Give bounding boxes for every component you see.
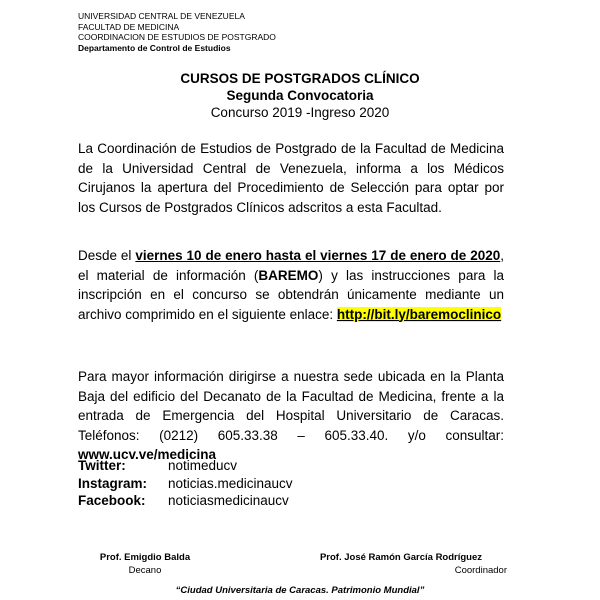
department-name: Departamento de Control de Estudios — [78, 42, 231, 53]
contact-value: noticias.medicinaucv — [168, 475, 293, 491]
title-contest: Concurso 2019 -Ingreso 2020 — [210, 105, 390, 120]
website-link[interactable]: www.ucv.ve/medicina — [78, 447, 217, 462]
dates-prefix: Desde el — [78, 248, 136, 263]
title-main: CURSOS DE POSTGRADOS CLÍNICO — [180, 71, 420, 86]
contact-value: notimeducv — [168, 458, 238, 473]
document-title — [0, 70, 600, 121]
contact-row-facebook — [78, 492, 293, 510]
signature-role: Decano — [128, 564, 162, 576]
paragraph-dates — [78, 246, 504, 324]
contact-label: Instagram: — [78, 475, 148, 491]
dates-mid: , el material de información ( — [78, 248, 504, 283]
coordination-name: COORDINACION DE ESTUDIOS DE POSTGRADO — [78, 32, 276, 42]
dates-range: viernes 10 de enero hasta el viernes 17 de enero de 2020 — [135, 248, 501, 263]
baremo-text: BAREMO — [258, 267, 319, 283]
contact-label: Twitter: — [78, 458, 126, 473]
contact-row-twitter — [78, 457, 293, 475]
signature-dean — [70, 552, 220, 577]
paragraph-intro: La Coordinación de Estudios de Postgrado de la Facultad de Medicina de la Universidad Central de Venezuela, informa a los Médicos Cirujanos la apertura del Procedimiento de Selección para optar por los Cursos de Postgrados Clínicos adscritos a esta Facultad. — [78, 141, 504, 215]
signature-name: Prof. José Ramón García Rodríguez — [319, 552, 483, 563]
signature-role: Coordinador — [454, 564, 507, 576]
contact-label: Facebook: — [78, 493, 146, 508]
baremo-link[interactable]: http://bit.ly/baremoclinico — [336, 306, 502, 322]
university-name: UNIVERSIDAD CENTRAL DE VENEZUELA — [78, 11, 245, 21]
contact-text: Para mayor información dirigirse a nuestra sede ubicada en la Planta Baja del edificio del Decanato de la Facultad de Medicina, frente a la entrada de Emergencia del Hospital Universitario de Caracas. Teléfonos: (0212) 605.33.38 – 605.33.40. y/o consultar: — [78, 369, 504, 443]
signature-name: Prof. Emigdio Balda — [99, 552, 191, 563]
letterhead — [78, 11, 276, 53]
faculty-name: FACULTAD DE MEDICINA — [78, 21, 180, 32]
paragraph-contact — [78, 367, 504, 465]
social-contacts — [78, 457, 293, 510]
contact-value: noticiasmedicinaucv — [168, 493, 289, 508]
contact-row-instagram — [78, 475, 293, 493]
signature-coordinator — [295, 552, 507, 577]
footer-motto: “Ciudad Universitaria de Caracas. Patrimonio Mundial” — [175, 585, 425, 596]
title-sub: Segunda Convocatoria — [226, 88, 374, 103]
dates-suffix: ) y las instrucciones para la inscripción en el concurso se obtendrán únicamente mediante un archivo comprimido en el siguiente enlace: — [78, 267, 504, 322]
